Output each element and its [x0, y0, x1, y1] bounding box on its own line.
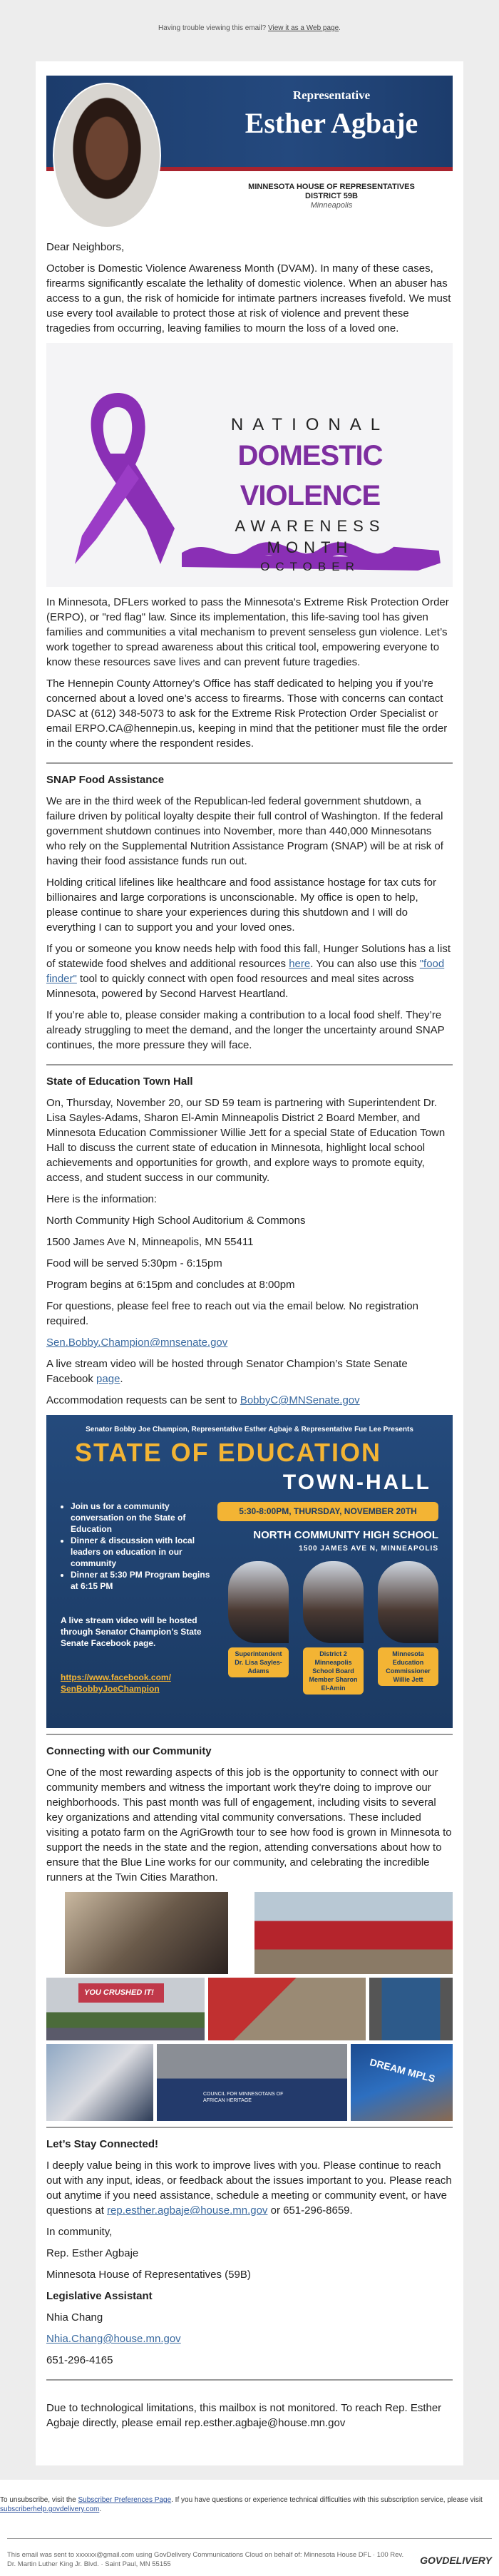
dvam-p1: October is Domestic Violence Awareness Month (DVAM). In many of these cases, firearms significantly escalate the lethality of domestic violence. When an abuser has access to a gun, the risk of homicide for intimate partners increases fivefold. We must use every tool available to protect those at risk of violence and prevent these tragedies from occurring, leaving families to mourn the loss of a loved one.	[46, 262, 451, 334]
govdelivery-logo[interactable]: GOVDELIVERY	[420, 2555, 492, 2566]
townhall-food: Food will be served 5:30pm - 6:15pm	[46, 1257, 222, 1269]
divider	[46, 2379, 453, 2381]
assistant-email-link[interactable]: Nhia.Chang@house.mn.gov	[46, 2333, 181, 2345]
web-page-link[interactable]: View it as a Web page	[268, 24, 339, 32]
community-photo-grid	[46, 1892, 453, 2121]
photo-dream-mpls	[351, 2044, 453, 2121]
panel-table-text: COUNCIL FOR MINNESOTANS OF AFRICAN HERITAGE	[203, 2092, 284, 2103]
unsubscribe-footer: To unsubscribe, visit the Subscriber Preferences Page. If you have questions or experience technical difficulties with this subscription service, please visit subscriberhelp.govdelivery.com.	[0, 2496, 483, 2513]
senator-email-link[interactable]: Sen.Bobby.Champion@mnsenate.gov	[46, 1336, 228, 1349]
subscriber-help-link[interactable]: subscriberhelp.govdelivery.com	[0, 2505, 100, 2513]
dream-mpls-text: DREAM MPLS	[369, 2056, 437, 2085]
facebook-page-link[interactable]: page	[96, 1373, 120, 1385]
townhall-accom: Accommodation requests can be sent to BobbyC@MNSenate.gov	[46, 1394, 360, 1406]
dvam-image-text	[192, 414, 428, 576]
snap-p4: If you’re able to, please consider making a contribution to a local food shelf. They’re already struggling to meet the demand, and the longer the uncertainty around SNAP continues, the more pressure they will face.	[46, 1009, 445, 1051]
speaker-caption: Superintendent Dr. Lisa Sayles-Adams	[228, 1647, 289, 1677]
representative-portrait	[53, 83, 161, 228]
flyer-date: 5:30-8:00PM, THURSDAY, NOVEMBER 20TH	[217, 1502, 438, 1521]
divider	[46, 2127, 453, 2128]
email-body	[46, 240, 453, 2431]
townhall-questions: For questions, please feel free to reach out via the email below. No registration required.	[46, 1300, 418, 1327]
dv-line1: NATIONAL	[230, 415, 390, 434]
flyer-bullet: • Dinner & discussion with local leaders on education in our community	[71, 1535, 210, 1569]
speaker-photo	[228, 1561, 289, 1643]
townhall-heading: State of Education Town Hall	[46, 1075, 193, 1088]
signature-org: Minnesota House of Representatives (59B)	[46, 2269, 251, 2281]
community-p1: One of the most rewarding aspects of this job is the opportunity to connect with our community members and witness the important work they're doing to improve our neighborhoods. This past month was full of engagement, including visits to several key organizations and attending vital community conversations. These included visiting a potato farm on the AgriGrowth tour to see how food is grown in Minnesota to support the needs in the state and the region, attending conversations about how to ensure that the Blue Line works for our community, and celebrating the incredible runners at the Twin Cities Marathon.	[46, 1767, 452, 1884]
photo-potato-truck	[254, 1892, 453, 1974]
snap-p3: If you or someone you know needs help with food this fall, Hunger Solutions has a list of statewide food shelves and additional resources here. You can also use this "food finder" tool to quickly connect with open food resources and meal sites across Minnesota, powered by Second Harvest Heartland.	[46, 943, 451, 1000]
townhall-venue: North Community High School Auditorium & Commons	[46, 1215, 306, 1227]
photo-food-poster	[369, 1978, 453, 2040]
closing: In community,	[46, 2226, 113, 2238]
subscriber-preferences-link[interactable]: Subscriber Preferences Page	[78, 2496, 172, 2504]
snap-p2: Holding critical lifelines like healthcare and food assistance hostage for tax cuts for billionaires and large corporations is unconscionable. My office is open to help, please continue to share your experiences during this shutdown and I will do everything I can to support you and your loved ones.	[46, 876, 436, 934]
flyer-speakers	[228, 1561, 438, 1695]
photo-group-selfie	[65, 1892, 228, 1974]
banner-name: Esther Agbaje	[245, 107, 418, 139]
sender-info: This email was sent to xxxxxx@gmail.com using GovDelivery Communications Cloud on behalf of: Minnesota House DFL · 100 Rev. Dr. Martin Luther King Jr. Blvd. · Saint Paul, MN 55155	[7, 2551, 404, 2568]
flyer-presenters: Senator Bobby Joe Champion, Representative Esther Agbaje & Representative Fue Lee Presents	[86, 1426, 413, 1433]
photo-farm-visit	[46, 2044, 153, 2121]
speaker-photo	[303, 1561, 364, 1643]
speaker	[378, 1561, 438, 1695]
snap-p1: We are in the third week of the Republican-led federal government shutdown, a failure driven by political loyalty despite their full control of Washington. If the federal government shutdown continues into November, more than 440,000 Minnesotans who rely on the Supplemental Nutrition Assistance Program (SNAP) will be at risk of having their food assistance funds run out.	[46, 795, 443, 867]
speaker-caption: Minnesota Education Commissioner Willie Jett	[378, 1647, 438, 1686]
townhall-address: 1500 James Ave N, Minneapolis, MN 55411	[46, 1236, 254, 1248]
townhall-flyer	[46, 1415, 453, 1728]
townhall-program: Program begins at 6:15pm and concludes at 8:00pm	[46, 1279, 295, 1291]
divider	[46, 1064, 453, 1065]
food-shelves-link[interactable]: here	[289, 958, 311, 970]
banner-subtitle	[210, 183, 453, 210]
townhall-live: A live stream video will be hosted through Senator Champion’s State Senate Facebook page.	[46, 1358, 408, 1385]
flyer-subtitle: TOWN-HALL	[282, 1471, 431, 1494]
divider	[46, 1734, 453, 1735]
connect-p1: I deeply value being in this work to improve lives with you. Please continue to reach out with any input, ideas, or feedback about the issues important to you. Please reach out anytime if you need assistance, schedule a meeting or community event, or have questions at rep.esther.agbaje@house.mn.gov or 651-296-8659.	[46, 2160, 452, 2217]
signature-name: Rep. Esther Agbaje	[46, 2247, 139, 2259]
flyer-address: 1500 JAMES AVE N, MINNEAPOLIS	[299, 1545, 438, 1553]
assistant-phone: 651-296-4165	[46, 2354, 113, 2366]
photo-marathon	[46, 1978, 205, 2040]
purple-ribbon-icon	[68, 386, 182, 571]
photo-panel-discussion	[157, 2044, 347, 2121]
connect-heading: Let’s Stay Connected!	[46, 2138, 158, 2150]
banner-title: Representative	[292, 88, 371, 102]
email-card	[36, 61, 463, 2465]
legislative-assistant-heading: Legislative Assistant	[46, 2290, 153, 2302]
preheader: Having trouble viewing this email? View it as a Web page.	[158, 24, 341, 32]
townhall-email-row	[46, 1335, 453, 1350]
dvam-image	[46, 343, 453, 587]
dvam-p2: In Minnesota, DFLers worked to pass the Minnesota's Extreme Risk Protection Order (ERPO), or "red flag" law. Since its implementation, this life-saving tool has given families and communities a vital mechanism to prevent senseless gun violence. Let’s work together to spread awareness about this critical tool, empowering everyone to know these resources save lives and can prevent future tragedies.	[46, 596, 449, 668]
flyer-bullet: • Join us for a community conversation on the State of Education	[71, 1501, 210, 1535]
speaker	[303, 1561, 364, 1695]
assistant-email-row	[46, 2331, 453, 2346]
greeting: Dear Neighbors,	[46, 241, 125, 253]
food-finder-link[interactable]: "food finder"	[46, 958, 445, 985]
district: DISTRICT 59B	[305, 192, 358, 200]
townhall-p1: On, Thursday, November 20, our SD 59 team is partnering with Superintendent Dr. Lisa Sayles-Adams, Sharon El-Amin Minneapolis District 2 Board Member, and Minnesota Education Commissioner Willie Jett for a special State of Education Town Hall to discuss the current state of education in Minnesota, highlight local school achievements and opportunities for growth, and explore ways to promote equity, access, and student success in our community.	[46, 1097, 446, 1184]
speaker-photo	[378, 1561, 438, 1643]
marathon-banner-text: YOU CRUSHED IT!	[78, 1983, 164, 2003]
assistant-name: Nhia Chang	[46, 2311, 103, 2324]
divider	[46, 762, 453, 764]
flyer-facebook-link: https://www.facebook.com/ SenBobbyJoeChampion	[61, 1672, 171, 1694]
community-heading: Connecting with our Community	[46, 1745, 212, 1757]
rep-email-link[interactable]: rep.esther.agbaje@house.mn.gov	[107, 2204, 268, 2217]
accommodation-email-link[interactable]: BobbyC@MNSenate.gov	[240, 1394, 360, 1406]
speaker-caption: District 2 Minneapolis School Board Member Sharon El-Amin	[303, 1647, 364, 1695]
photo-harvester	[208, 1978, 366, 2040]
org-name: MINNESOTA HOUSE OF REPRESENTATIVES	[248, 183, 415, 191]
city: Minneapolis	[310, 201, 353, 210]
dv-line3: AWARENESS MONTH	[235, 517, 386, 556]
mailbox-notice: Due to technological limitations, this mailbox is not monitored. To reach Rep. Esther Agbaje directly, please email rep.esther.agbaje@house.mn.gov	[46, 2402, 442, 2429]
flyer-bullet: • Dinner at 5:30 PM Program begins at 6:15 PM	[71, 1569, 210, 1592]
flyer-bullets	[61, 1501, 210, 1592]
flyer-title: STATE OF EDUCATION	[75, 1438, 381, 1467]
header-banner	[46, 76, 453, 240]
townhall-info: Here is the information:	[46, 1193, 158, 1205]
dv-line2: DOMESTIC VIOLENCE	[237, 440, 383, 511]
flyer-school: NORTH COMMUNITY HIGH SCHOOL	[253, 1529, 438, 1541]
snap-heading: SNAP Food Assistance	[46, 774, 165, 786]
dv-line4: OCTOBER	[260, 560, 360, 573]
flyer-live: A live stream video will be hosted through Senator Champion’s State Senate Facebook page.	[61, 1615, 202, 1648]
dvam-p3: The Hennepin County Attorney’s Office has staff dedicated to helping you if you’re concerned about a loved one’s access to firearms. Those with concerns can contact DASC at (612) 348-5073 to ask for the Extreme Risk Protection Order Specialist or email ERPO.CA@hennepin.us, keeping in mind that the petitioner must file the order in the county where the respondent resides.	[46, 678, 448, 750]
speaker	[228, 1561, 289, 1695]
sender-footer	[7, 2538, 492, 2576]
